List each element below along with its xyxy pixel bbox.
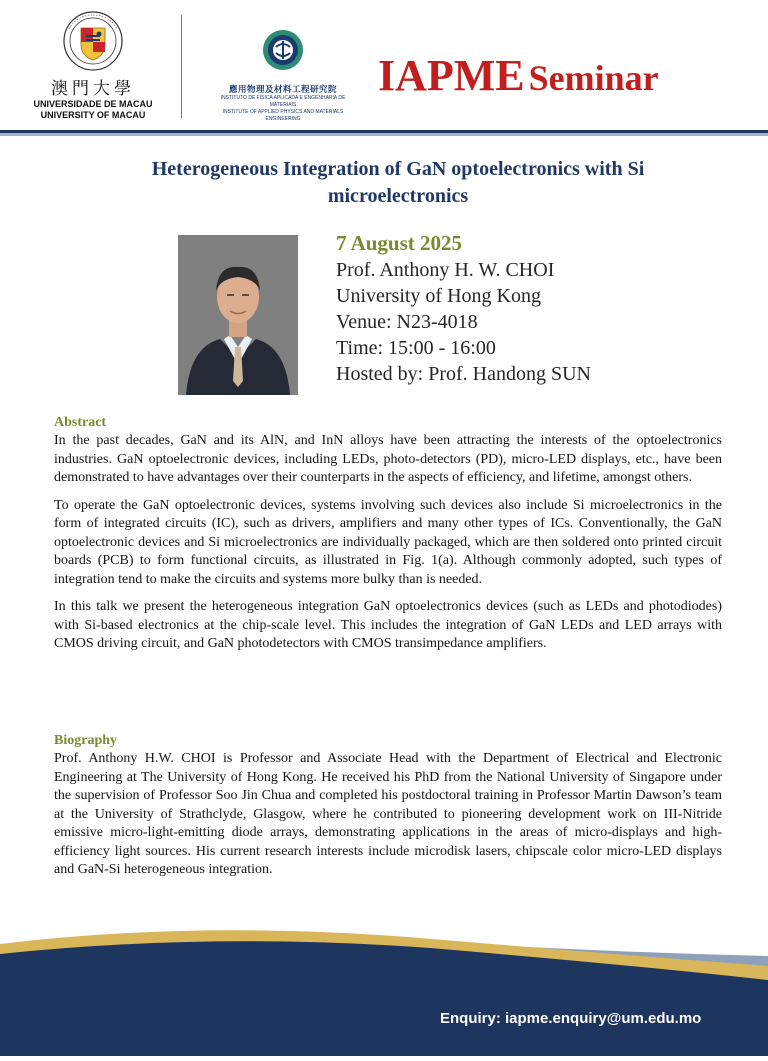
seminar-date: 7 August 2025 <box>336 231 463 255</box>
seminar-host: Hosted by: Prof. Handong SUN <box>336 363 591 385</box>
abstract-heading: Abstract <box>54 415 107 430</box>
seminar-info <box>336 230 736 387</box>
iapme-logo <box>208 28 358 122</box>
iapme-portuguese-name: INSTITUTO DE FÍSICA APLICADA E ENGENHARIA DE MATERIAIS <box>220 95 346 108</box>
seminar-title <box>378 50 659 101</box>
biography-heading: Biography <box>54 733 118 748</box>
header <box>0 0 768 135</box>
speaker-affiliation: University of Hong Kong <box>336 285 541 307</box>
speaker-photo <box>178 235 298 395</box>
speaker-portrait-icon <box>178 235 298 395</box>
enquiry-contact[interactable]: Enquiry: iapme.enquiry@um.edu.mo <box>440 1010 702 1027</box>
footer-wave-graphic <box>0 910 768 1056</box>
seminar-title-sub: Seminar <box>528 58 659 98</box>
abstract-paragraph-2: To operate the GaN optoelectronic devices, systems involving such devices also include Si microelectronics in the form of integrated circuits (IC), such as drivers, amplifiers and many other types of ICs. Conventionally, the GaN optoelectronic devices and Si microelectronics are individually packaged, which are then soldered onto printed circuit boards (PCB) to form functional circuits, as illustrated in Fig. 1(a). Although commonly adopted, such types of integration tend to make the circuits and systems more bulky than is needed. <box>54 497 722 587</box>
talk-title-line2: microelectronics <box>327 185 469 207</box>
um-logo <box>28 10 158 125</box>
seminar-venue: Venue: N23-4018 <box>336 311 478 333</box>
abstract-section <box>54 414 722 663</box>
talk-title-line1: Heterogeneous Integration of GaN optoelectronics with Si <box>151 158 645 180</box>
speaker-name: Prof. Anthony H. W. CHOI <box>336 259 555 281</box>
um-english-name: UNIVERSITY OF MACAU <box>40 110 146 120</box>
um-portuguese-name: UNIVERSIDADE DE MACAU <box>33 99 153 109</box>
um-crest-icon <box>62 10 124 72</box>
abstract-paragraph-3: In this talk we present the heterogeneous integration GaN optoelectronics devices (such as LEDs and photodiodes) with Si-based electronics at the chip-scale level. This includes the integration of GaN LEDs and LED arrays with CMOS driving circuit, and GaN photodetectors with CMOS transimpedance amplifiers. <box>54 599 722 651</box>
header-rule-light <box>0 133 768 136</box>
header-divider <box>181 15 182 118</box>
talk-title <box>80 156 716 210</box>
biography-paragraph: Prof. Anthony H.W. CHOI is Professor and Associate Head with the Department of Electrical and Electronic Engineering at The University of Hong Kong. He received his PhD from the National University of Singapore under the supervision of Professor Soo Jin Chua and completed his postdoctoral training in Professor Martin Dawson’s team at the University of Strathclyde, Glasgow, where he contributed to pioneering development work on III-Nitride emissive micro-light-emitting diode arrays, demonstrating applications in the areas of micro-displays and high-efficiency light sources. His current research interests include microdisk lasers, chipscale color micro-LED displays and GaN-Si heterogeneous integration. <box>54 751 722 877</box>
biography-section <box>54 732 722 889</box>
footer-wave <box>0 910 768 1056</box>
seminar-time: Time: 15:00 - 16:00 <box>336 337 496 359</box>
um-chinese-name: 澳門大學 <box>51 79 135 99</box>
seminar-title-main: IAPME <box>378 51 525 100</box>
iapme-chinese-name: 應用物理及材料工程研究院 <box>228 85 337 95</box>
iapme-english-name: INSTITUTE OF APPLIED PHYSICS AND MATERIALS ENGINEERING <box>222 109 344 122</box>
abstract-paragraph-1: In the past decades, GaN and its AlN, and InN alloys have been attracting the interests of the optoelectronics industries. GaN optoelectronic devices, including LEDs, photo-detectors (PD), micro-LED displays, etc., have been demonstrated to have advantages over their counterparts in the aspects of efficiency, and lifetime, amongst others. <box>54 433 722 485</box>
iapme-emblem-icon <box>261 28 305 72</box>
